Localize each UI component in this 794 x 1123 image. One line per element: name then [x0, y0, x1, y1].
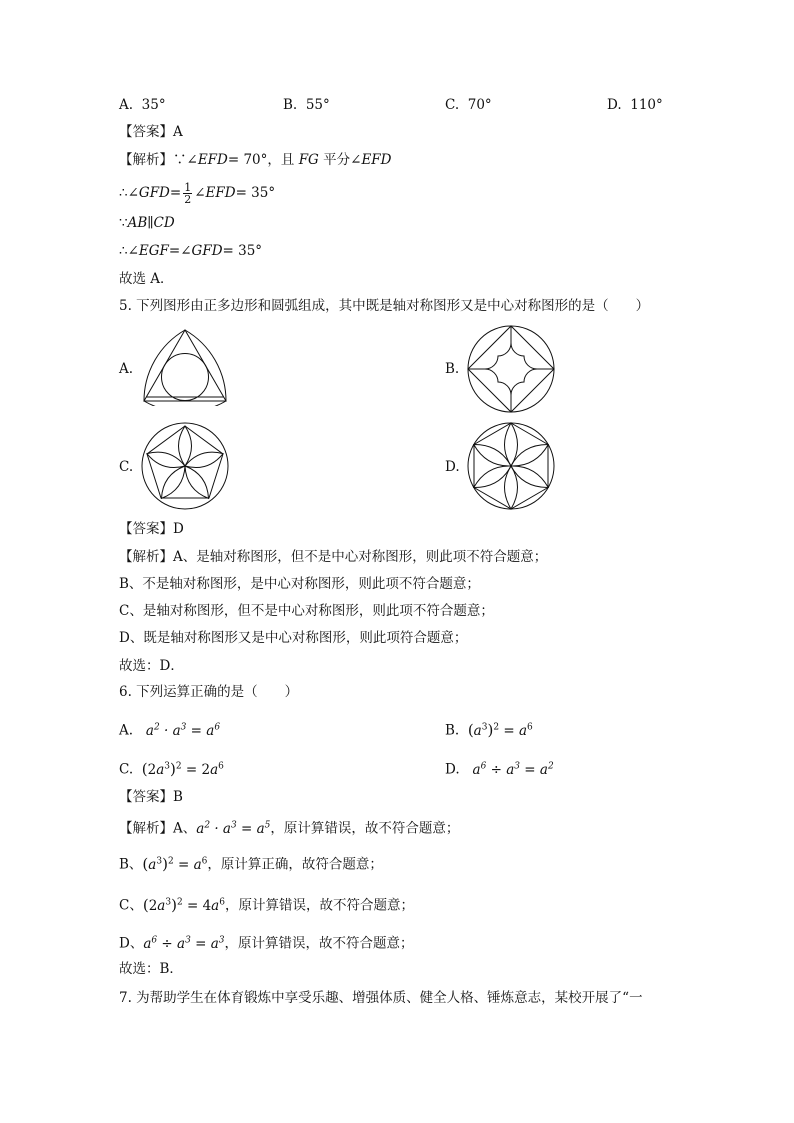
option-text: 35° — [141, 97, 166, 113]
q5-analysis-d: D、既是轴对称图形又是中心对称图形，则此项符合题意； — [119, 630, 468, 646]
text: EFD — [205, 185, 236, 201]
text: 2 — [184, 193, 192, 206]
formula: $a^2 \cdot a^3 = a^5$ — [196, 820, 271, 837]
q5-label-d: D. — [445, 459, 460, 475]
analysis-label: 【解析】 — [119, 549, 173, 565]
q5-answer — [119, 520, 184, 538]
q4-analysis-line-3 — [119, 214, 175, 232]
text: CD — [153, 215, 175, 231]
q5-label-a: A. — [119, 361, 134, 377]
q5-conclusion: 故选：D． — [119, 658, 184, 674]
text: ∥ — [147, 215, 154, 231]
q6-option-d — [445, 757, 554, 779]
option-letter: D. — [607, 97, 622, 113]
text: EFD — [361, 152, 392, 168]
text: = 35° — [222, 243, 263, 259]
formula: $a^6 \div a^3 = a^2$ — [472, 761, 554, 778]
text: GFD — [138, 185, 170, 201]
text: AB — [127, 215, 148, 231]
q6-answer — [119, 788, 183, 806]
q6-option-b — [445, 718, 533, 740]
pentagon — [147, 426, 223, 498]
option-letter: A. — [119, 97, 134, 113]
text: D. — [445, 761, 460, 778]
q5-question: 5. 下列图形由正多边形和圆弧组成，其中既是轴对称图形又是中心对称图形的是（ ） — [119, 298, 650, 314]
text: A、是轴对称图形，但不是中心对称图形，则此项不符合题意； — [173, 549, 548, 565]
text: ∴∠ — [119, 185, 139, 201]
q6-option-a — [119, 718, 220, 740]
text: ∠ — [194, 185, 206, 201]
text: D、 — [119, 935, 144, 952]
q6-question: 6. 下列运算正确的是（ ） — [119, 684, 299, 700]
text: ，原计算错误，故不符合题意； — [224, 897, 414, 914]
petal — [471, 439, 515, 472]
answer-value: B — [173, 789, 183, 805]
option-letter: C. — [445, 97, 460, 113]
arc — [511, 369, 537, 395]
q6-analysis-c — [119, 893, 414, 915]
flower-petals — [145, 426, 225, 502]
formula: $(2a^3)^2 = 4a^6$ — [142, 895, 225, 914]
q4-option-b — [283, 96, 330, 114]
option-text: 70° — [467, 97, 492, 113]
q5-figure-a — [140, 326, 230, 406]
text: = 70°，且 — [227, 152, 295, 168]
text: B. — [445, 722, 460, 739]
q4-option-a — [119, 96, 166, 114]
q5-figure-d — [466, 421, 556, 511]
analysis-label: 【解析】 — [119, 152, 173, 168]
q5-label-b: B. — [445, 361, 460, 377]
q4-answer — [119, 123, 183, 141]
q4-option-d — [607, 96, 663, 114]
text: = 35° — [235, 185, 276, 201]
answer-label: 【答案】 — [119, 521, 173, 537]
answer-label: 【答案】 — [119, 124, 173, 140]
q4-analysis-line-2 — [119, 182, 275, 205]
arc — [485, 343, 511, 369]
formula: $(a^3)^2 = a^6$ — [467, 720, 533, 739]
formula: $a^2 \cdot a^3 = a^6$ — [145, 722, 221, 739]
text: ∵ — [119, 215, 128, 231]
q5-analysis-c: C、是轴对称图形，但不是中心对称图形，则此项不符合题意； — [119, 603, 494, 619]
text: ∵∠ — [173, 152, 198, 168]
arc — [511, 343, 537, 369]
q5-figure-c — [140, 421, 230, 511]
inner-circle — [162, 354, 209, 401]
text: ，原计算错误，故不符合题意； — [270, 820, 460, 837]
reuleaux-arc — [144, 330, 226, 406]
fraction-one-half — [183, 182, 192, 205]
text: =∠ — [168, 243, 192, 259]
option-text: 110° — [630, 97, 663, 113]
q6-analysis-d — [119, 931, 414, 953]
triangle — [144, 330, 226, 401]
arc — [485, 369, 511, 395]
q6-conclusion: 故选：B． — [119, 961, 183, 977]
analysis-label: 【解析】 — [119, 820, 173, 837]
text: C、 — [119, 897, 143, 914]
option-letter: B. — [283, 97, 298, 113]
text: 平分∠ — [323, 152, 362, 168]
text: ，原计算错误，故不符合题意； — [224, 935, 414, 952]
flower-petals — [471, 423, 552, 509]
text: A、 — [173, 820, 197, 837]
q5-analysis-a — [119, 548, 547, 566]
q4-analysis-line-4 — [119, 242, 262, 260]
text: FG — [298, 152, 319, 168]
text: EFD — [197, 152, 228, 168]
answer-value: A — [173, 124, 183, 140]
formula: $a^6 \div a^3 = a^3$ — [143, 935, 225, 952]
petal — [471, 460, 515, 493]
text: C. — [119, 761, 134, 778]
q5-analysis-b: B、不是轴对称图形，是中心对称图形，则此项不符合题意； — [119, 576, 480, 592]
answer-value: D — [173, 521, 184, 537]
text: B、 — [119, 856, 143, 873]
q4-conclusion: 故选 A． — [119, 271, 174, 287]
q5-label-c: C. — [119, 459, 134, 475]
text: EGF — [138, 243, 169, 259]
q4-option-c — [445, 96, 492, 114]
q7-question: 7. 为帮助学生在体育锻炼中享受乐趣、增强体质、健全人格、锤炼意志，某校开展了“一 — [119, 990, 643, 1006]
q5-figure-b — [466, 324, 556, 414]
q4-analysis-line-1 — [119, 151, 392, 169]
q6-option-c — [119, 757, 224, 779]
q6-analysis-a — [119, 816, 459, 838]
num: 1 — [184, 181, 192, 194]
formula: $(2a^3)^2 = 2a^6$ — [141, 759, 224, 778]
answer-label: 【答案】 — [119, 789, 173, 805]
q6-analysis-b — [119, 852, 383, 874]
text: ∴∠ — [119, 243, 139, 259]
option-text: 55° — [305, 97, 330, 113]
petal — [179, 426, 192, 466]
text: A. — [119, 722, 134, 739]
petal — [508, 439, 552, 472]
text: ，原计算正确，故符合题意； — [207, 856, 383, 873]
petal — [508, 460, 552, 493]
text: = — [169, 185, 182, 201]
petal — [156, 462, 190, 502]
formula: $(a^3)^2 = a^6$ — [142, 854, 208, 873]
text: GFD — [191, 243, 223, 259]
